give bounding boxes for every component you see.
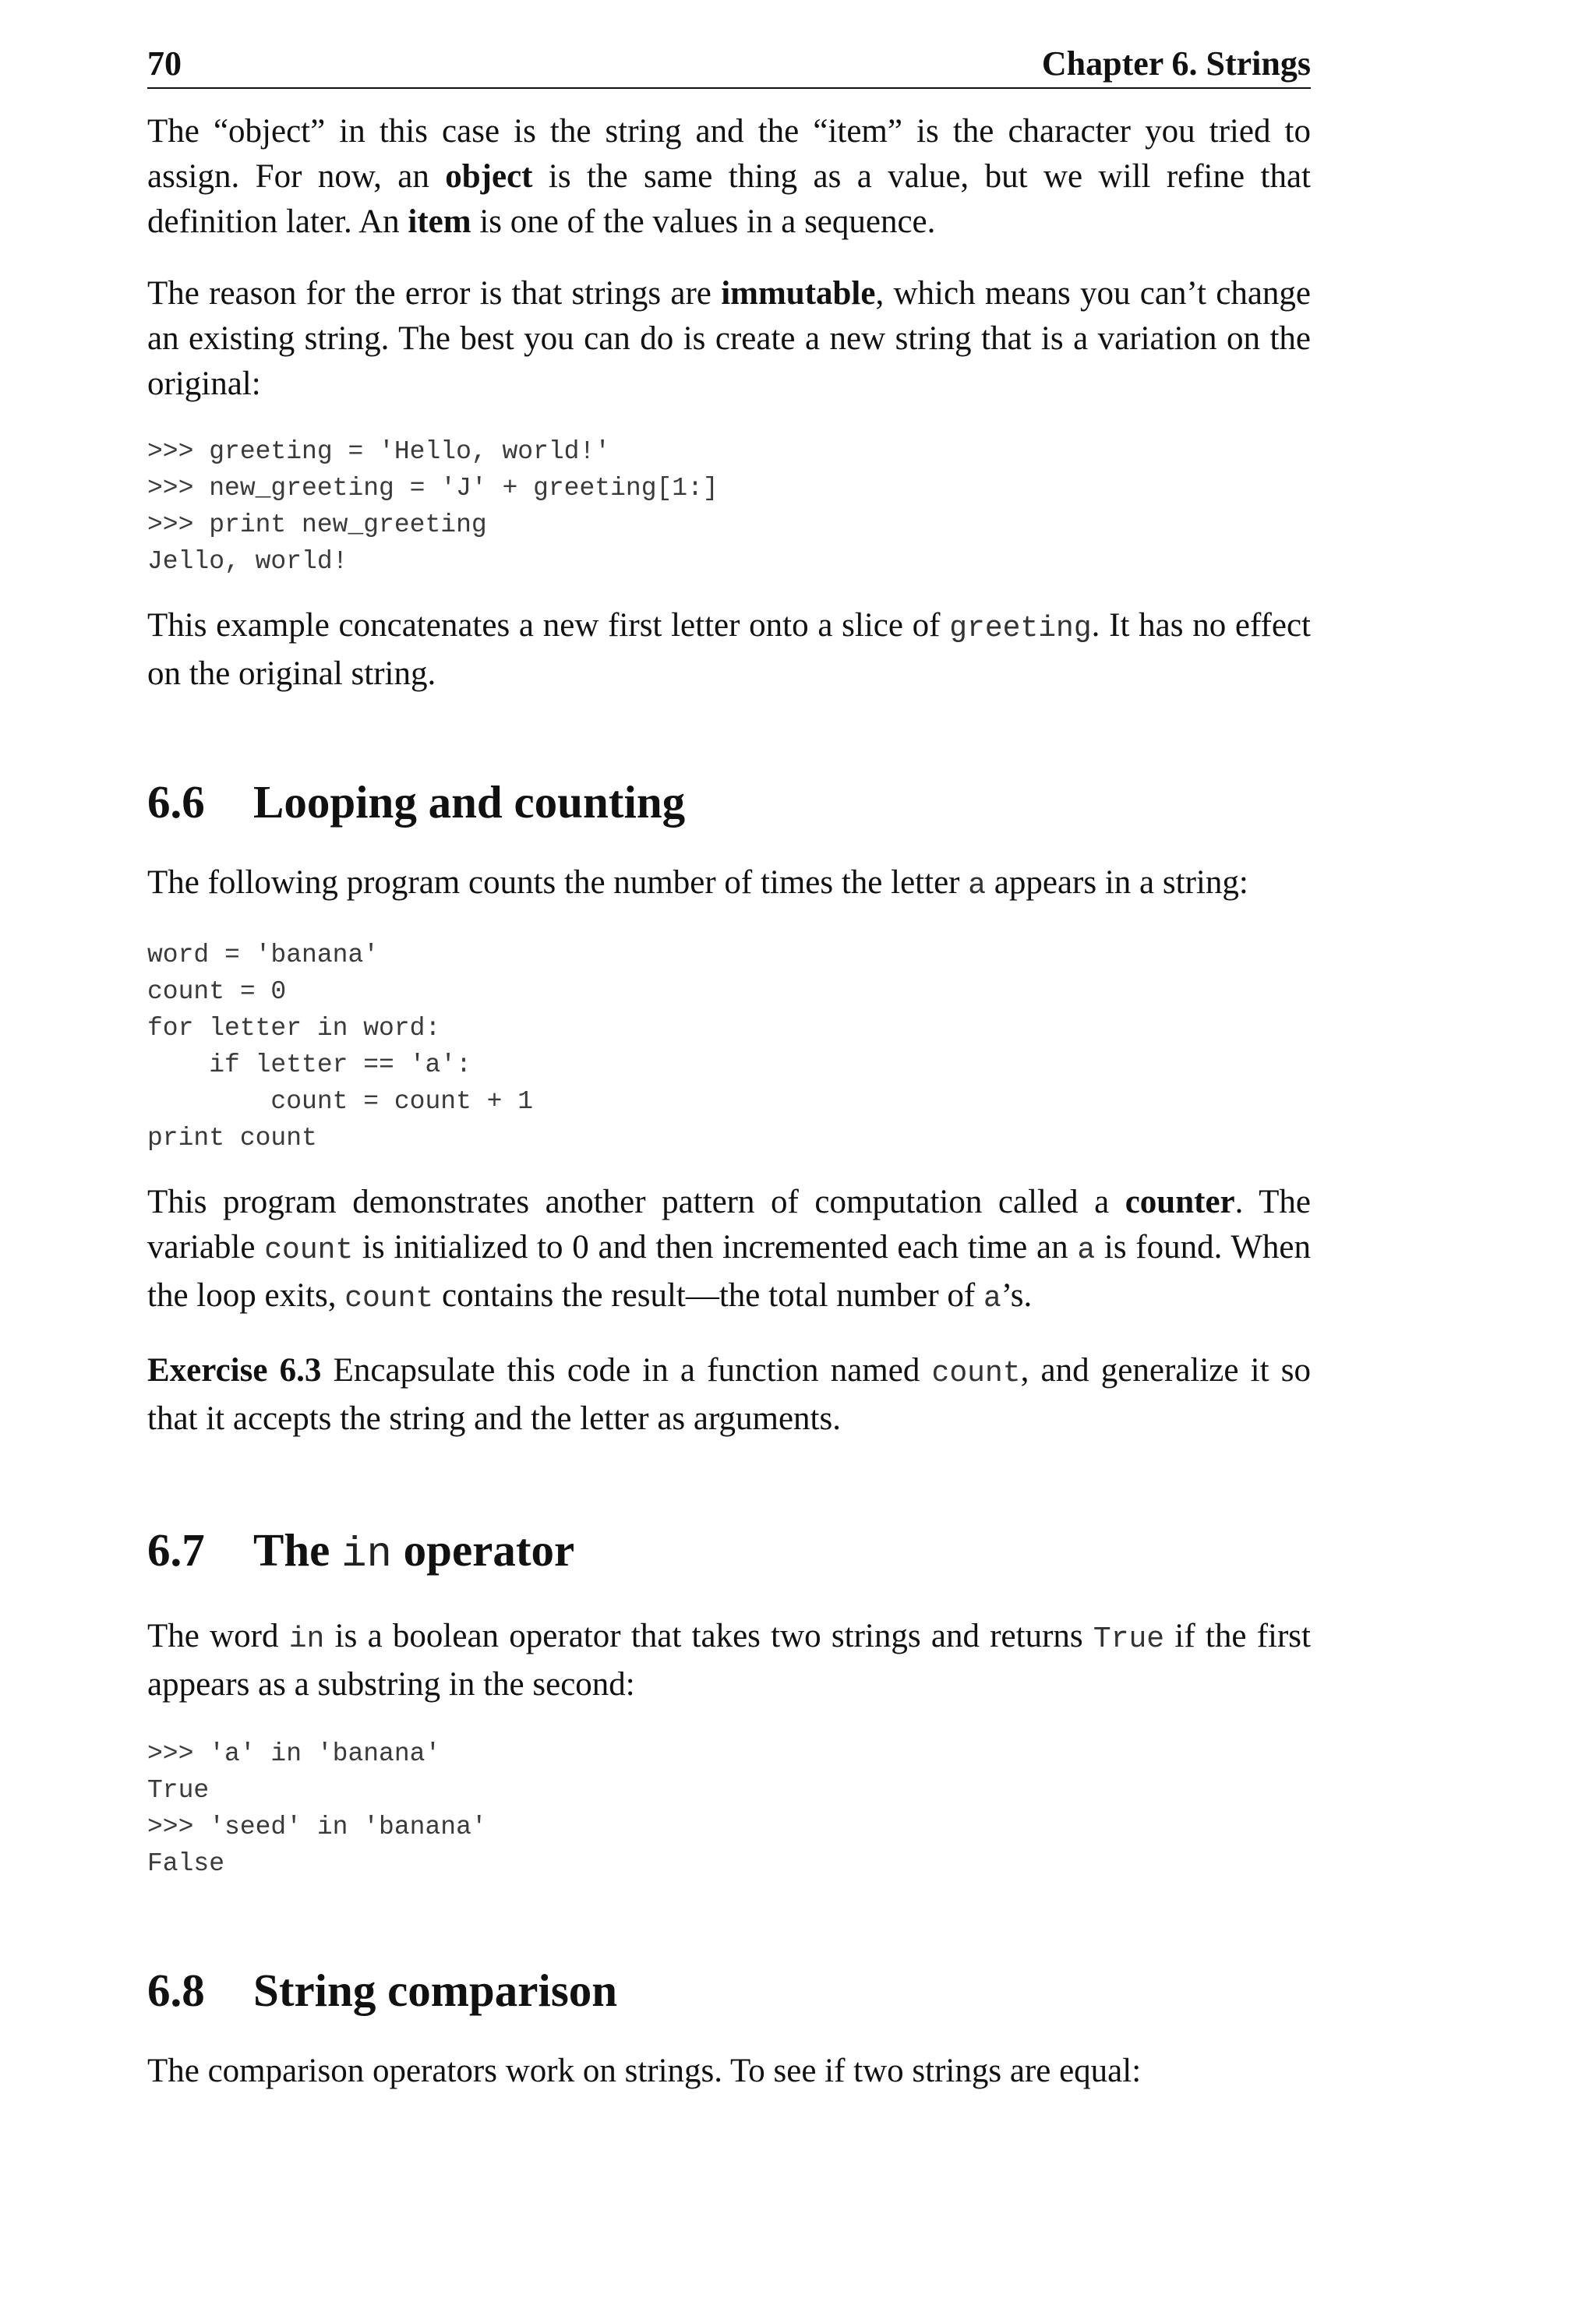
term-object: object	[445, 158, 533, 195]
code-greeting: greeting	[949, 612, 1092, 645]
paragraph-following-program: The following program counts the number of times the letter a appears in a string:	[147, 864, 1248, 902]
code-block-in: >>> 'a' in 'banana' True >>> 'seed' in 'banana' False	[147, 1739, 487, 1878]
section-heading-6-8: 6.8 String comparison	[147, 1965, 618, 2016]
paragraph-counter: This program demonstrates another pattern of computation called a counter. The variable count is initialized to 0 and then incremented each time an a is found. When the loop exits, count contains the result—the total number of a’s.	[147, 1184, 1311, 1315]
term-counter: counter	[1125, 1184, 1235, 1220]
section-heading-6-6: 6.6 Looping and counting	[147, 776, 686, 828]
paragraph-concatenates: This example concatenates a new first letter onto a slice of greeting. It has no effect on the original string.	[147, 607, 1311, 692]
code-block-counter: word = 'banana' count = 0 for letter in word: if letter == 'a': count = count + 1 print count	[147, 941, 534, 1153]
exercise-label: Exercise 6.3	[147, 1352, 322, 1389]
exercise-6-3: Exercise 6.3 Encapsulate this code in a function named count, and generalize it so that it accepts the string and the letter as arguments.	[147, 1352, 1311, 1437]
page-number: 70	[147, 44, 182, 83]
paragraph-comparison: The comparison operators work on strings. To see if two strings are equal:	[147, 2053, 1142, 2089]
running-head	[147, 39, 1311, 89]
section-heading-6-7: 6.7 The in operator	[147, 1524, 575, 1579]
chapter-title: Chapter 6. Strings	[1041, 44, 1311, 83]
code-block-greeting: >>> greeting = 'Hello, world!' >>> new_greeting = 'J' + greeting[1:] >>> print new_greeting Jello, world!	[147, 437, 719, 576]
paragraph-immutable: The reason for the error is that strings are immutable, which means you can’t change an existing string. The best you can do is create a new string that is a variation on the original:	[147, 275, 1311, 402]
paragraph-in-operator: The word in is a boolean operator that takes two strings and returns True if the first appears as a substring in the second:	[147, 1618, 1311, 1703]
paragraph-object-item: The “object” in this case is the string and the “item” is the character you tried to assign. For now, an object is the same thing as a value, but we will refine that definition later. An item is one of the values in a sequence.	[147, 113, 1311, 240]
term-immutable: immutable	[721, 275, 876, 312]
book-page	[147, 39, 1311, 2094]
term-item: item	[408, 203, 471, 240]
code-a: a	[968, 869, 987, 902]
